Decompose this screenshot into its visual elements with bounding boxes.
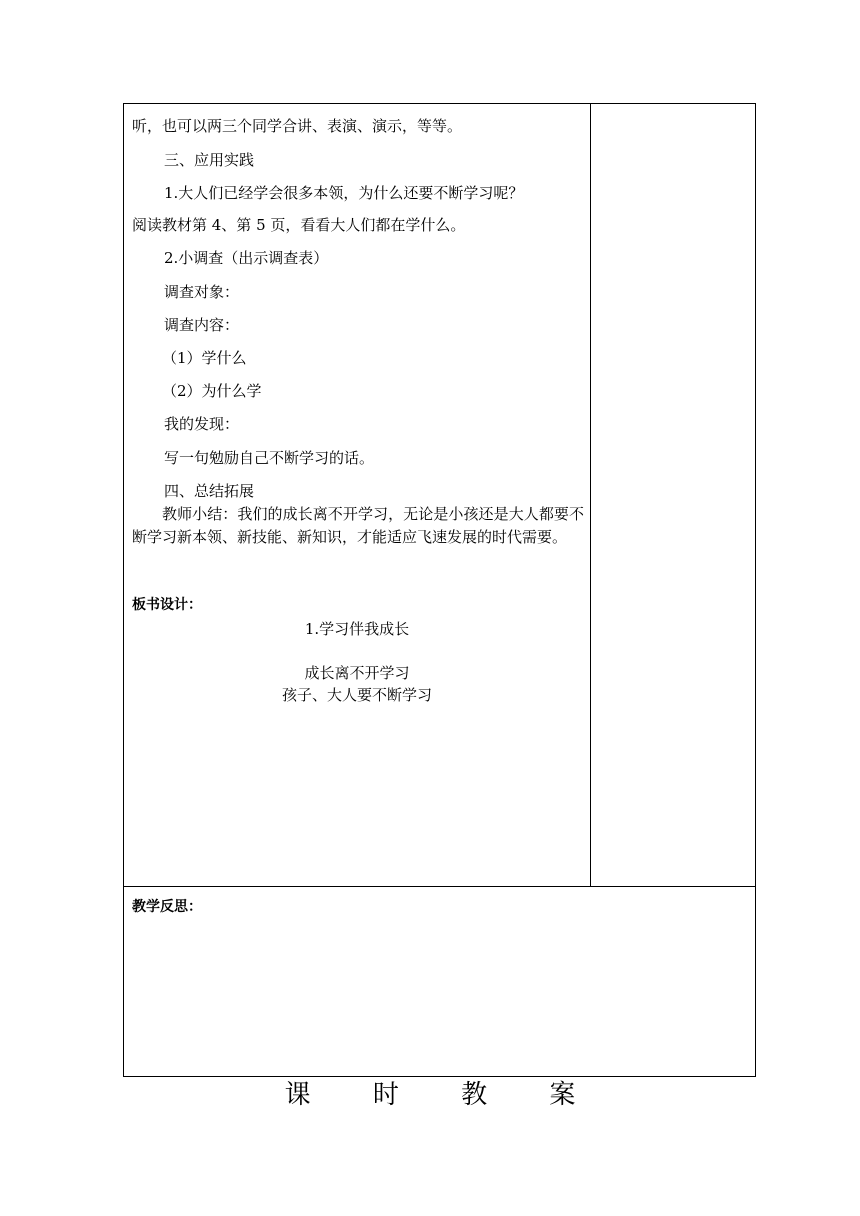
text-line: 1.大人们已经学会很多本领，为什么还要不断学习呢？ xyxy=(164,184,524,202)
footer-char: 案 xyxy=(549,1080,576,1110)
board-line: 成长离不开学习 xyxy=(304,664,410,682)
footer-char: 教 xyxy=(461,1080,488,1110)
notes-side-cell xyxy=(590,103,756,887)
board-title: 1.学习伴我成长 xyxy=(304,620,410,638)
text-line: 我的发现： xyxy=(164,415,240,433)
text-line: 听，也可以两三个同学合讲、表演、演示，等等。 xyxy=(132,117,463,135)
text-line: 调查对象： xyxy=(164,283,240,301)
text-line: 阅读教材第 4、第 5 页，看看大人们都在学什么。 xyxy=(132,216,466,234)
page-footer-title xyxy=(0,1078,860,1112)
text-line: 写一句勉励自己不断学习的话。 xyxy=(164,449,375,467)
section-heading: 三、应用实践 xyxy=(164,151,255,169)
board-line: 孩子、大人要不断学习 xyxy=(281,686,432,704)
section-heading: 四、总结拓展 xyxy=(164,482,255,500)
summary-paragraph: 教师小结：我们的成长离不开学习，无论是小孩还是大人都要不断学习新本领、新技能、新知识，才能适应飞速发展的时代需要。 xyxy=(132,505,584,546)
text-line: 2.小调查（出示调查表） xyxy=(164,249,329,267)
reflection-cell xyxy=(123,886,756,1077)
board-design-label: 板书设计： xyxy=(132,597,202,613)
reflection-label: 教学反思： xyxy=(132,899,202,915)
footer-char: 课 xyxy=(284,1080,311,1110)
footer-char: 时 xyxy=(372,1080,399,1110)
text-line: 调查内容： xyxy=(164,316,240,334)
text-line: （1）学什么 xyxy=(162,349,247,367)
text-line: （2）为什么学 xyxy=(162,382,262,400)
